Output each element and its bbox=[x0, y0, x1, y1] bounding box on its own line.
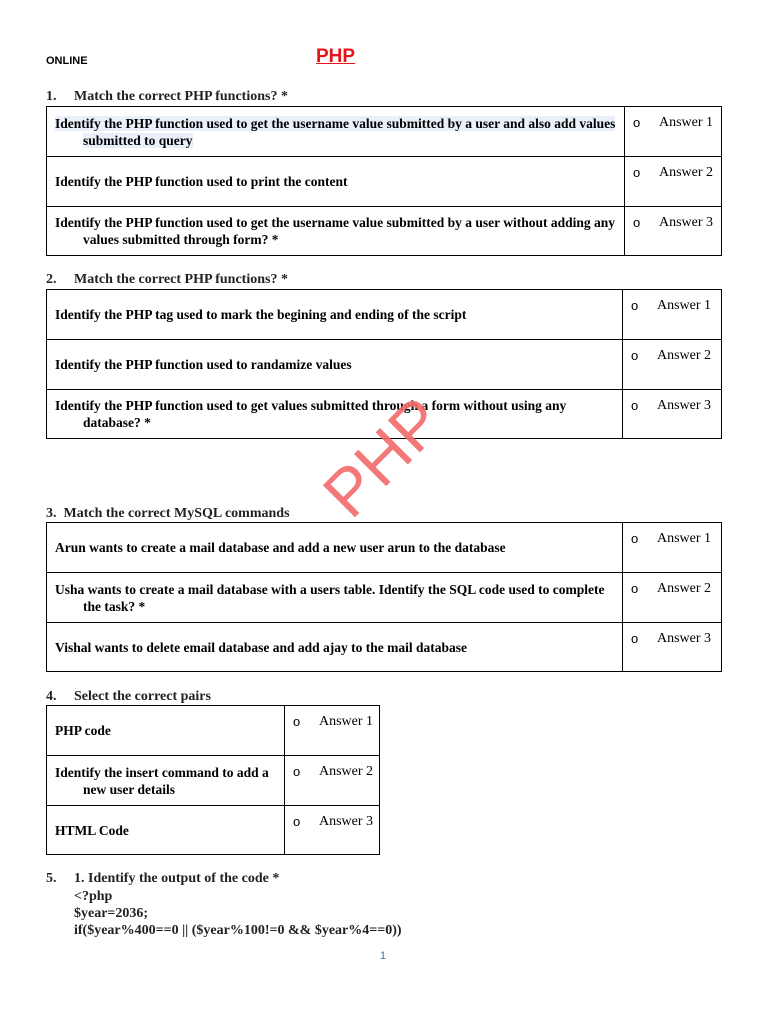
answer-text: Answer 2 bbox=[657, 581, 712, 596]
question-title: Match the correct PHP functions? * bbox=[74, 89, 288, 104]
answer-text: Answer 3 bbox=[659, 215, 714, 230]
question-1-heading bbox=[46, 89, 288, 105]
bullet-icon: o bbox=[293, 714, 301, 729]
table-row bbox=[47, 806, 380, 855]
question-3-table bbox=[46, 522, 722, 672]
prompt-text: HTML Code bbox=[55, 822, 129, 838]
answer-cell[interactable] bbox=[625, 207, 722, 256]
prompt-text: PHP code bbox=[55, 723, 111, 738]
answer-text: Answer 2 bbox=[657, 348, 712, 363]
answer-text: Answer 2 bbox=[319, 764, 374, 779]
prompt-cell bbox=[47, 157, 625, 207]
prompt-text: Identify the PHP tag used to mark the begining and ending of the script bbox=[55, 307, 467, 322]
answer-cell[interactable] bbox=[623, 340, 722, 390]
prompt-text: Vishal wants to delete email database and add ajay to the mail database bbox=[55, 639, 468, 655]
question-number: 4. bbox=[46, 689, 57, 704]
prompt-cell bbox=[47, 107, 625, 157]
answer-cell[interactable] bbox=[625, 107, 722, 157]
bullet-icon: o bbox=[631, 581, 639, 596]
prompt-cell bbox=[47, 290, 623, 340]
bullet-icon: o bbox=[293, 764, 301, 779]
page-number: 1 bbox=[380, 950, 387, 962]
question-2-heading bbox=[46, 272, 288, 288]
question-title: Match the correct MySQL commands bbox=[63, 506, 290, 521]
code-line: if($year%400==0 || ($year%100!=0 && $year%4==0)) bbox=[74, 923, 402, 938]
prompt-cell bbox=[47, 523, 623, 573]
answer-text: Answer 1 bbox=[657, 531, 712, 546]
prompt-cell bbox=[47, 207, 625, 256]
answer-cell[interactable] bbox=[623, 573, 722, 623]
answer-text: Answer 2 bbox=[659, 165, 714, 180]
answer-cell[interactable] bbox=[625, 157, 722, 207]
page-title: PHP bbox=[316, 46, 356, 67]
bullet-icon: o bbox=[631, 398, 639, 413]
bullet-icon: o bbox=[293, 814, 301, 829]
prompt-cell bbox=[47, 340, 623, 390]
answer-text: Answer 1 bbox=[319, 714, 374, 729]
online-label: ONLINE bbox=[46, 55, 88, 67]
table-row bbox=[47, 340, 722, 390]
question-4-table bbox=[46, 705, 380, 855]
answer-cell[interactable] bbox=[623, 390, 722, 439]
answer-text: Answer 1 bbox=[659, 115, 714, 130]
question-1-table bbox=[46, 106, 722, 256]
prompt-text: Usha wants to create a mail database with a users table. Identify the SQL code used to complete the task? * bbox=[55, 581, 605, 614]
question-number: 1. bbox=[46, 89, 57, 104]
prompt-cell bbox=[47, 756, 285, 806]
table-row bbox=[47, 756, 380, 806]
code-block bbox=[74, 888, 402, 939]
table-row bbox=[47, 573, 722, 623]
question-title: Match the correct PHP functions? * bbox=[74, 272, 288, 287]
table-row bbox=[47, 207, 722, 256]
table-row bbox=[47, 623, 722, 672]
table-row bbox=[47, 290, 722, 340]
answer-text: Answer 3 bbox=[319, 814, 374, 829]
table-row bbox=[47, 523, 722, 573]
prompt-text: Identify the PHP function used to get values submitted through a form without using any database? * bbox=[55, 398, 567, 430]
prompt-cell bbox=[47, 706, 285, 756]
question-5-heading bbox=[46, 871, 279, 887]
answer-text: Answer 3 bbox=[657, 631, 712, 646]
answer-cell[interactable] bbox=[285, 806, 380, 855]
question-number: 3. bbox=[46, 506, 57, 521]
prompt-text: Identify the PHP function used to get the username value submitted by a user without adding any values submitted through form? * bbox=[55, 215, 616, 247]
answer-cell[interactable] bbox=[285, 706, 380, 756]
prompt-cell bbox=[47, 573, 623, 623]
answer-cell[interactable] bbox=[623, 523, 722, 573]
question-3-heading bbox=[46, 506, 290, 522]
bullet-icon: o bbox=[633, 215, 641, 230]
bullet-icon: o bbox=[631, 348, 639, 363]
question-title: Select the correct pairs bbox=[74, 689, 211, 704]
question-4-heading bbox=[46, 689, 211, 705]
prompt-cell bbox=[47, 806, 285, 855]
question-number: 2. bbox=[46, 272, 57, 287]
prompt-text: Identify the PHP function used to print the content bbox=[55, 174, 348, 189]
question-number: 5. bbox=[46, 871, 57, 886]
bullet-icon: o bbox=[631, 631, 639, 646]
answer-cell[interactable] bbox=[285, 756, 380, 806]
code-line: $year=2036; bbox=[74, 906, 149, 921]
prompt-text: Identify the insert command to add a new user details bbox=[55, 764, 269, 797]
table-row bbox=[47, 706, 380, 756]
prompt-text: Arun wants to create a mail database and add a new user arun to the database bbox=[55, 540, 506, 555]
prompt-text: Identify the PHP function used to randamize values bbox=[55, 357, 352, 372]
question-title: 1. Identify the output of the code * bbox=[74, 871, 280, 886]
answer-cell[interactable] bbox=[623, 290, 722, 340]
bullet-icon: o bbox=[631, 298, 639, 313]
prompt-text: Identify the PHP function used to get the username value submitted by a user and also add values submitted to query bbox=[55, 115, 616, 148]
answer-text: Answer 3 bbox=[657, 398, 712, 413]
watermark: PHP bbox=[308, 382, 458, 532]
code-line: <?php bbox=[74, 889, 113, 904]
answer-cell[interactable] bbox=[623, 623, 722, 672]
table-row bbox=[47, 157, 722, 207]
bullet-icon: o bbox=[631, 531, 639, 546]
prompt-cell bbox=[47, 390, 623, 439]
prompt-cell bbox=[47, 623, 623, 672]
bullet-icon: o bbox=[633, 115, 641, 130]
answer-text: Answer 1 bbox=[657, 298, 712, 313]
bullet-icon: o bbox=[633, 165, 641, 180]
table-row bbox=[47, 107, 722, 157]
